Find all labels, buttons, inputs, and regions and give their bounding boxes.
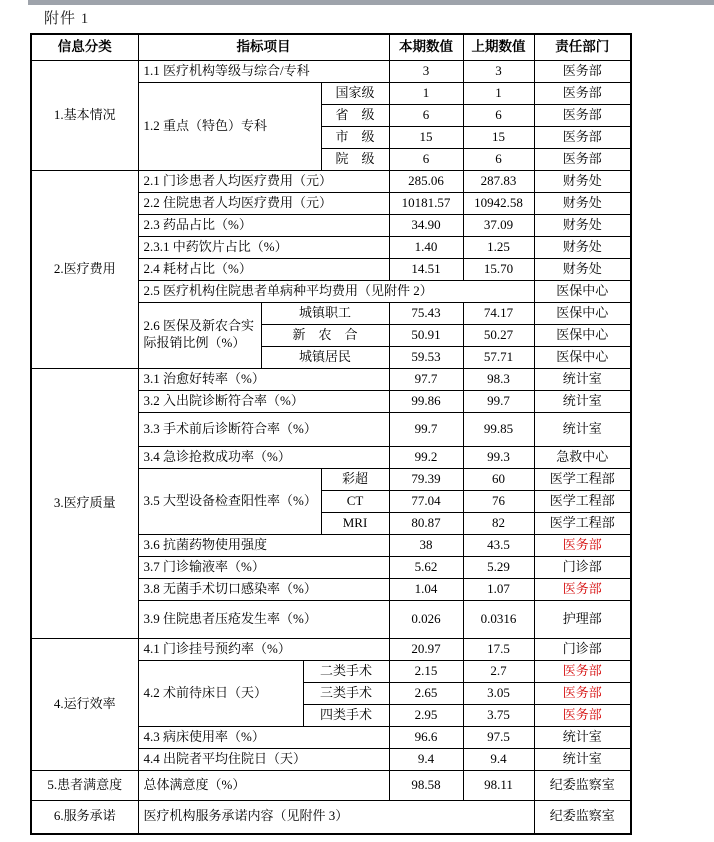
department-cell: 护理部	[534, 600, 631, 638]
previous-value-cell: 1.25	[463, 236, 534, 258]
current-value-cell: 0.026	[389, 600, 463, 638]
sub-indicator-cell: 二类手术	[303, 660, 389, 682]
indicator-cell: 3.9 住院患者压疮发生率（%）	[138, 600, 389, 638]
previous-value-cell: 82	[463, 512, 534, 534]
previous-value-cell: 15	[463, 126, 534, 148]
current-value-cell: 6	[389, 148, 463, 170]
sub-indicator-cell: CT	[321, 490, 389, 512]
department-cell: 财务处	[534, 214, 631, 236]
sub-indicator-cell: 院 级	[321, 148, 389, 170]
category-cell: 5.患者满意度	[31, 770, 138, 800]
previous-value-cell: 1	[463, 82, 534, 104]
current-value-cell: 1.40	[389, 236, 463, 258]
current-value-cell: 97.7	[389, 368, 463, 390]
previous-value-cell: 99.3	[463, 446, 534, 468]
previous-value-cell: 6	[463, 148, 534, 170]
current-value-cell: 38	[389, 534, 463, 556]
previous-value-cell: 99.85	[463, 412, 534, 446]
sub-indicator-cell: 市 级	[321, 126, 389, 148]
previous-value-cell: 9.4	[463, 748, 534, 770]
indicator-cell: 3.8 无菌手术切口感染率（%）	[138, 578, 389, 600]
indicator-cell: 3.5 大型设备检查阳性率（%）	[138, 468, 321, 534]
indicator-cell: 3.7 门诊输液率（%）	[138, 556, 389, 578]
department-cell: 医学工程部	[534, 490, 631, 512]
page-top-bar	[28, 0, 714, 5]
sub-indicator-cell: 城镇职工	[261, 302, 389, 324]
indicator-cell: 2.1 门诊患者人均医疗费用（元）	[138, 170, 389, 192]
department-cell: 医务部	[534, 682, 631, 704]
indicator-cell: 4.2 术前待床日（天）	[138, 660, 303, 726]
current-value-cell: 2.15	[389, 660, 463, 682]
table-row	[31, 770, 631, 800]
current-value-cell: 285.06	[389, 170, 463, 192]
department-cell: 医务部	[534, 148, 631, 170]
department-cell: 医务部	[534, 534, 631, 556]
table-row	[31, 368, 631, 390]
department-cell: 财务处	[534, 236, 631, 258]
previous-value-cell: 60	[463, 468, 534, 490]
previous-value-cell: 5.29	[463, 556, 534, 578]
department-cell: 医保中心	[534, 302, 631, 324]
previous-value-cell: 50.27	[463, 324, 534, 346]
table-body	[31, 60, 631, 834]
current-value-cell: 59.53	[389, 346, 463, 368]
header-indicator: 指标项目	[138, 34, 389, 60]
sub-indicator-cell: 省 级	[321, 104, 389, 126]
previous-value-cell: 97.5	[463, 726, 534, 748]
current-value-cell: 75.43	[389, 302, 463, 324]
indicator-cell: 2.2 住院患者人均医疗费用（元）	[138, 192, 389, 214]
indicator-cell: 3.3 手术前后诊断符合率（%）	[138, 412, 389, 446]
department-cell: 医务部	[534, 578, 631, 600]
department-cell: 医务部	[534, 82, 631, 104]
current-value-cell: 9.4	[389, 748, 463, 770]
previous-value-cell: 3	[463, 60, 534, 82]
department-cell: 医保中心	[534, 346, 631, 368]
current-value-cell: 14.51	[389, 258, 463, 280]
indicator-cell: 3.2 入出院诊断符合率（%）	[138, 390, 389, 412]
indicator-cell: 3.4 急诊抢救成功率（%）	[138, 446, 389, 468]
category-cell: 2.医疗费用	[31, 170, 138, 368]
department-cell: 医保中心	[534, 324, 631, 346]
current-value-cell: 80.87	[389, 512, 463, 534]
current-value-cell: 99.86	[389, 390, 463, 412]
department-cell: 统计室	[534, 412, 631, 446]
department-cell: 统计室	[534, 390, 631, 412]
previous-value-cell: 99.7	[463, 390, 534, 412]
indicator-cell: 2.3 药品占比（%）	[138, 214, 389, 236]
category-cell: 1.基本情况	[31, 60, 138, 170]
indicator-cell: 4.1 门诊挂号预约率（%）	[138, 638, 389, 660]
previous-value-cell: 57.71	[463, 346, 534, 368]
sub-indicator-cell: 三类手术	[303, 682, 389, 704]
category-cell: 6.服务承诺	[31, 800, 138, 834]
indicator-cell: 2.5 医疗机构住院患者单病种平均费用（见附件 2）	[138, 280, 534, 302]
sub-indicator-cell: 国家级	[321, 82, 389, 104]
current-value-cell: 6	[389, 104, 463, 126]
sub-indicator-cell: 彩超	[321, 468, 389, 490]
previous-value-cell: 3.05	[463, 682, 534, 704]
previous-value-cell: 43.5	[463, 534, 534, 556]
department-cell: 财务处	[534, 192, 631, 214]
table-row	[31, 170, 631, 192]
sub-indicator-cell: 新 农 合	[261, 324, 389, 346]
department-cell: 纪委监察室	[534, 800, 631, 834]
indicator-cell: 医疗机构服务承诺内容（见附件 3）	[138, 800, 534, 834]
department-cell: 统计室	[534, 368, 631, 390]
sub-indicator-cell: MRI	[321, 512, 389, 534]
department-cell: 统计室	[534, 748, 631, 770]
current-value-cell: 20.97	[389, 638, 463, 660]
department-cell: 门诊部	[534, 638, 631, 660]
department-cell: 医务部	[534, 704, 631, 726]
previous-value-cell: 17.5	[463, 638, 534, 660]
header-current-value: 本期数值	[389, 34, 463, 60]
previous-value-cell: 287.83	[463, 170, 534, 192]
current-value-cell: 3	[389, 60, 463, 82]
department-cell: 门诊部	[534, 556, 631, 578]
current-value-cell: 79.39	[389, 468, 463, 490]
attachment-title: 附件 1	[44, 11, 90, 27]
department-cell: 财务处	[534, 258, 631, 280]
previous-value-cell: 76	[463, 490, 534, 512]
current-value-cell: 99.2	[389, 446, 463, 468]
previous-value-cell: 6	[463, 104, 534, 126]
table-row	[31, 60, 631, 82]
department-cell: 纪委监察室	[534, 770, 631, 800]
previous-value-cell: 15.70	[463, 258, 534, 280]
previous-value-cell: 1.07	[463, 578, 534, 600]
current-value-cell: 15	[389, 126, 463, 148]
department-cell: 急救中心	[534, 446, 631, 468]
indicator-cell: 1.1 医疗机构等级与综合/专科	[138, 60, 389, 82]
indicator-cell: 总体满意度（%）	[138, 770, 389, 800]
department-cell: 医学工程部	[534, 512, 631, 534]
indicator-cell: 3.6 抗菌药物使用强度	[138, 534, 389, 556]
category-cell: 4.运行效率	[31, 638, 138, 770]
hospital-metrics-table	[30, 33, 632, 835]
current-value-cell: 99.7	[389, 412, 463, 446]
previous-value-cell: 2.7	[463, 660, 534, 682]
current-value-cell: 77.04	[389, 490, 463, 512]
sub-indicator-cell: 城镇居民	[261, 346, 389, 368]
department-cell: 医务部	[534, 60, 631, 82]
previous-value-cell: 98.3	[463, 368, 534, 390]
sub-indicator-cell: 四类手术	[303, 704, 389, 726]
current-value-cell: 10181.57	[389, 192, 463, 214]
indicator-cell: 2.4 耗材占比（%）	[138, 258, 389, 280]
current-value-cell: 1	[389, 82, 463, 104]
current-value-cell: 5.62	[389, 556, 463, 578]
current-value-cell: 2.95	[389, 704, 463, 726]
indicator-cell: 3.1 治愈好转率（%）	[138, 368, 389, 390]
previous-value-cell: 3.75	[463, 704, 534, 726]
indicator-cell: 4.3 病床使用率（%）	[138, 726, 389, 748]
header-department: 责任部门	[534, 34, 631, 60]
header-info-category: 信息分类	[31, 34, 138, 60]
header-row	[31, 34, 631, 60]
department-cell: 医务部	[534, 126, 631, 148]
department-cell: 医学工程部	[534, 468, 631, 490]
indicator-cell: 4.4 出院者平均住院日（天）	[138, 748, 389, 770]
current-value-cell: 1.04	[389, 578, 463, 600]
department-cell: 医务部	[534, 660, 631, 682]
previous-value-cell: 74.17	[463, 302, 534, 324]
current-value-cell: 98.58	[389, 770, 463, 800]
category-cell: 3.医疗质量	[31, 368, 138, 638]
department-cell: 财务处	[534, 170, 631, 192]
indicator-cell: 2.6 医保及新农合实际报销比例（%）	[138, 302, 261, 368]
department-cell: 医务部	[534, 104, 631, 126]
previous-value-cell: 98.11	[463, 770, 534, 800]
previous-value-cell: 0.0316	[463, 600, 534, 638]
previous-value-cell: 10942.58	[463, 192, 534, 214]
department-cell: 统计室	[534, 726, 631, 748]
current-value-cell: 2.65	[389, 682, 463, 704]
indicator-cell: 2.3.1 中药饮片占比（%）	[138, 236, 389, 258]
header-previous-value: 上期数值	[463, 34, 534, 60]
current-value-cell: 50.91	[389, 324, 463, 346]
table-row	[31, 800, 631, 834]
current-value-cell: 34.90	[389, 214, 463, 236]
table-row	[31, 638, 631, 660]
current-value-cell: 96.6	[389, 726, 463, 748]
department-cell: 医保中心	[534, 280, 631, 302]
previous-value-cell: 37.09	[463, 214, 534, 236]
indicator-cell: 1.2 重点（特色）专科	[138, 82, 321, 170]
